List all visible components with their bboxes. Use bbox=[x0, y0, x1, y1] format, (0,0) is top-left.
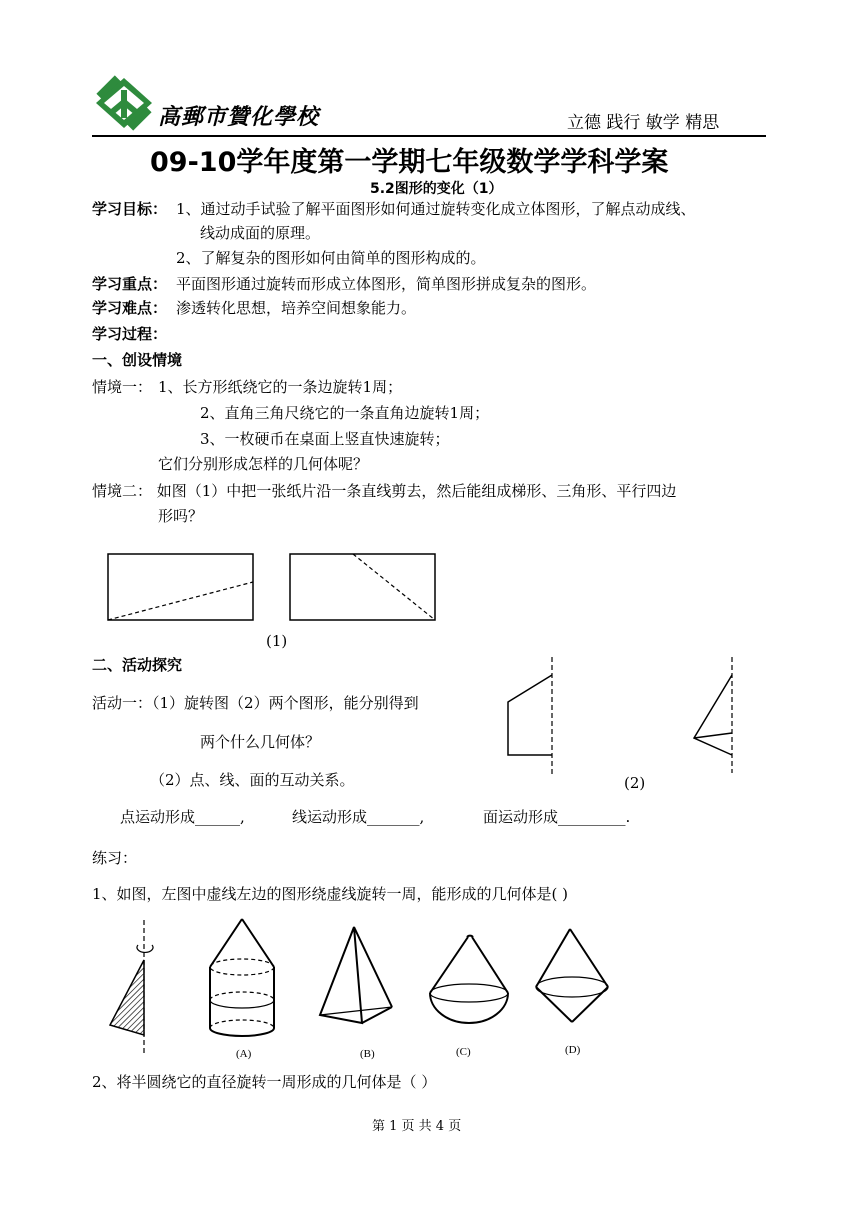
figure1-rect-right bbox=[290, 554, 435, 620]
school-name: 高郵市贊化學校 bbox=[158, 104, 320, 130]
choice-a-label: (A) bbox=[236, 1048, 252, 1060]
figure1-caption: (1) bbox=[266, 632, 288, 650]
difficulties-text: 渗透转化思想，培养空间想象能力。 bbox=[176, 299, 417, 317]
practice-label: 练习： bbox=[92, 849, 138, 867]
scenario1-item-1: 1、长方形纸绕它的一条边旋转1周； bbox=[158, 378, 403, 396]
activity1-line1: 活动一：（1）旋转图（2）两个图形，能分别得到 bbox=[92, 694, 419, 712]
figure2 bbox=[500, 655, 750, 775]
school-logo bbox=[92, 74, 156, 132]
objective-1-line2: 线动成面的原理。 bbox=[200, 224, 321, 242]
scenario2-line1: 情境二： 如图（1）中把一张纸片沿一条直线剪去，然后能组成梯形、三角形、平行四边 bbox=[92, 482, 677, 500]
key-points-text: 平面图形通过旋转而形成立体图形，简单图形拼成复杂的图形。 bbox=[176, 275, 597, 293]
section2-heading: 二、活动探究 bbox=[92, 656, 183, 674]
header-rule bbox=[92, 135, 766, 137]
choice-b-label: (B) bbox=[360, 1048, 375, 1060]
objectives-label: 学习目标： bbox=[92, 200, 168, 218]
objective-2: 2、了解复杂的图形如何由简单的图形构成的。 bbox=[176, 249, 486, 267]
scenario1-item-2: 2、直角三角尺绕它的一条直角边旋转1周； bbox=[200, 404, 490, 422]
scenario2-line2: 形吗？ bbox=[158, 507, 204, 525]
school-motto: 立德 践行 敏学 精思 bbox=[567, 113, 720, 133]
solid-d-double-cone bbox=[536, 929, 608, 1022]
figure1 bbox=[105, 552, 445, 624]
fill-line: 线运动形成_______, bbox=[292, 808, 425, 826]
figure2-caption: (2) bbox=[624, 774, 646, 792]
scenario1-label: 情境一： bbox=[92, 378, 153, 396]
figure2-pentagon bbox=[508, 675, 552, 755]
page-title: 09-10学年度第一学期七年级数学学科学案 bbox=[150, 147, 669, 178]
figure2-triangle bbox=[694, 675, 732, 755]
page-footer: 第 1 页 共 4 页 bbox=[372, 1119, 462, 1134]
solid-b-pyramid bbox=[320, 927, 392, 1023]
section1-heading: 一、创设情境 bbox=[92, 351, 183, 369]
fill-point: 点运动形成______, bbox=[120, 808, 245, 826]
objective-1-line1: 1、通过动手试验了解平面图形如何通过旋转变化成立体图形，了解点动成线、 bbox=[176, 200, 696, 218]
choice-d-label: (D) bbox=[565, 1044, 581, 1056]
practice-figure bbox=[100, 915, 620, 1065]
activity1-line2: 两个什么几何体？ bbox=[200, 733, 321, 751]
hatched-triangle-figure bbox=[110, 920, 153, 1055]
difficulties-label: 学习难点： bbox=[92, 299, 168, 317]
figure1-rect-left bbox=[108, 554, 253, 620]
practice-question-1: 1、如图，左图中虚线左边的图形绕虚线旋转一周，能形成的几何体是( ) bbox=[92, 885, 569, 903]
scenario1-item-3: 3、一枚硬币在桌面上竖直快速旋转； bbox=[200, 430, 450, 448]
key-points-label: 学习重点： bbox=[92, 275, 168, 293]
fill-surface: 面运动形成_________. bbox=[483, 808, 631, 826]
solid-c-cone-hemisphere bbox=[430, 936, 508, 1023]
lesson-subtitle: 5.2图形的变化（1） bbox=[370, 181, 503, 197]
activity1-part2: （2）点、线、面的互动关系。 bbox=[150, 771, 355, 789]
process-label: 学习过程： bbox=[92, 325, 168, 343]
solid-a-cone-cylinder bbox=[210, 919, 274, 1036]
scenario1-question: 它们分别形成怎样的几何体呢？ bbox=[158, 455, 369, 473]
practice-question-2: 2、将半圆绕它的直径旋转一周形成的几何体是（ ） bbox=[92, 1073, 437, 1091]
choice-c-label: (C) bbox=[456, 1046, 471, 1058]
